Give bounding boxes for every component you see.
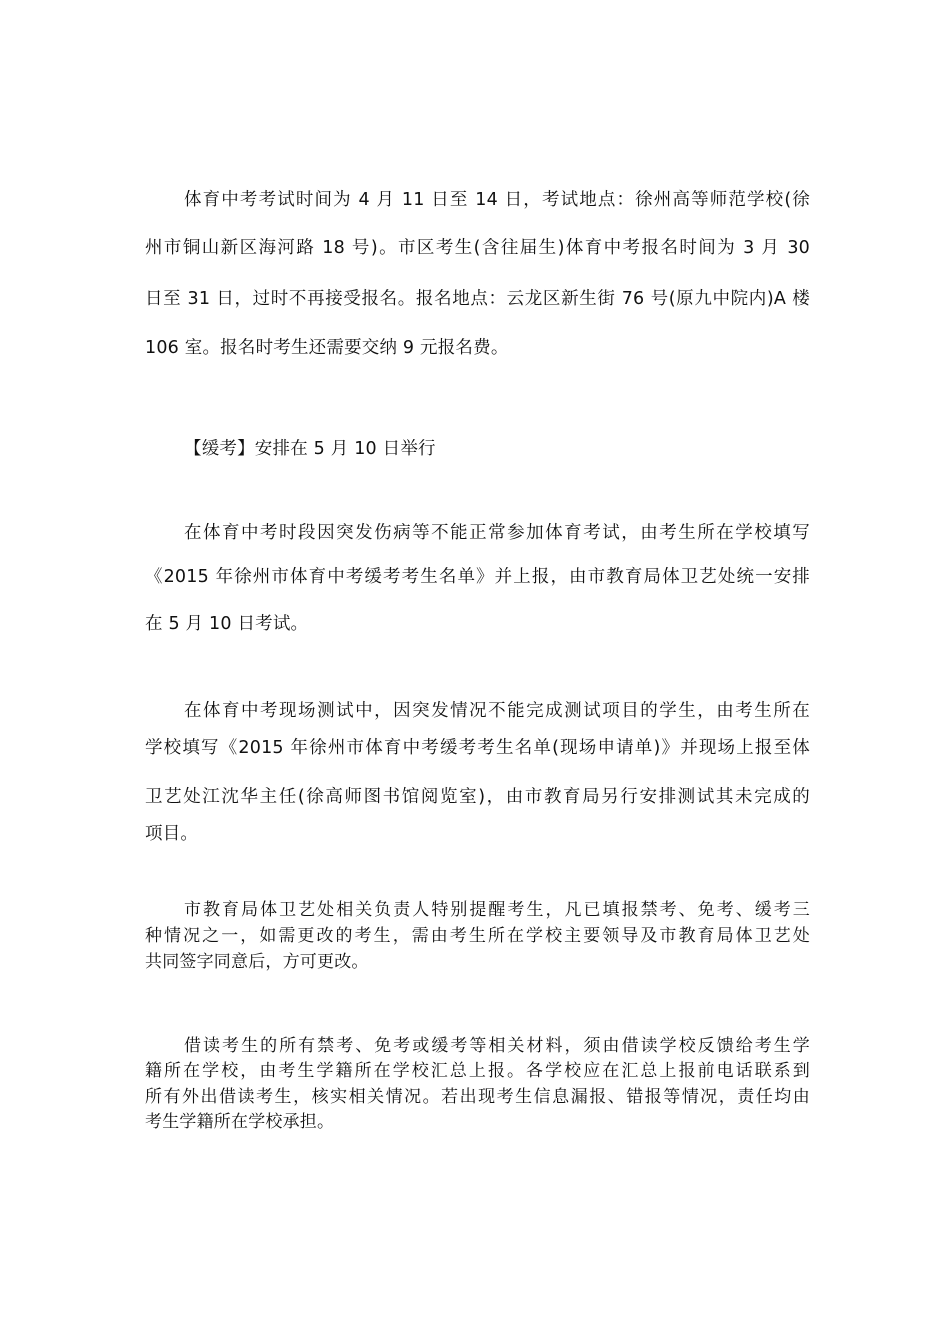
paragraph-line: 体育中考考试时间为 4 月 11 日至 14 日，考试地点：徐州高等师范学校(徐 — [184, 190, 810, 210]
paragraph-line: 在体育中考时段因突发伤病等不能正常参加体育考试，由考生所在学校填写 — [184, 523, 810, 543]
paragraph-line: 籍所在学校，由考生学籍所在学校汇总上报。各学校应在汇总上报前电话联系到 — [145, 1061, 810, 1081]
paragraph-line: 共同签字同意后，方可更改。 — [145, 952, 369, 972]
paragraph-line: 学校填写《2015 年徐州市体育中考缓考考生名单(现场申请单)》并现场上报至体 — [145, 738, 810, 758]
paragraph-line: 市教育局体卫艺处相关负责人特别提醒考生，凡已填报禁考、免考、缓考三 — [184, 900, 810, 920]
paragraph-line: 《2015 年徐州市体育中考缓考考生名单》并上报，由市教育局体卫艺处统一安排 — [145, 567, 810, 587]
paragraph-line: 106 室。报名时考生还需要交纳 9 元报名费。 — [145, 338, 509, 358]
paragraph-line: 在体育中考现场测试中，因突发情况不能完成测试项目的学生，由考生所在 — [184, 701, 810, 721]
paragraph-line: 项目。 — [145, 824, 199, 844]
paragraph-line: 日至 31 日，过时不再接受报名。报名地点：云龙区新生街 76 号(原九中院内)A 楼 — [145, 289, 810, 309]
paragraph-line: 所有外出借读考生，核实相关情况。若出现考生信息漏报、错报等情况，责任均由 — [145, 1087, 810, 1107]
paragraph-line: 在 5 月 10 日考试。 — [145, 614, 309, 634]
paragraph-line: 考生学籍所在学校承担。 — [145, 1112, 335, 1132]
paragraph-line: 卫艺处江沈华主任(徐高师图书馆阅览室)，由市教育局另行安排测试其未完成的 — [145, 787, 810, 807]
section-heading: 【缓考】安排在 5 月 10 日举行 — [184, 439, 436, 459]
paragraph-line: 州市铜山新区海河路 18 号)。市区考生(含往届生)体育中考报名时间为 3 月 30 — [145, 238, 810, 258]
paragraph-line: 种情况之一，如需更改的考生，需由考生所在学校主要领导及市教育局体卫艺处 — [145, 926, 810, 946]
paragraph-line: 借读考生的所有禁考、免考或缓考等相关材料，须由借读学校反馈给考生学 — [184, 1036, 810, 1056]
